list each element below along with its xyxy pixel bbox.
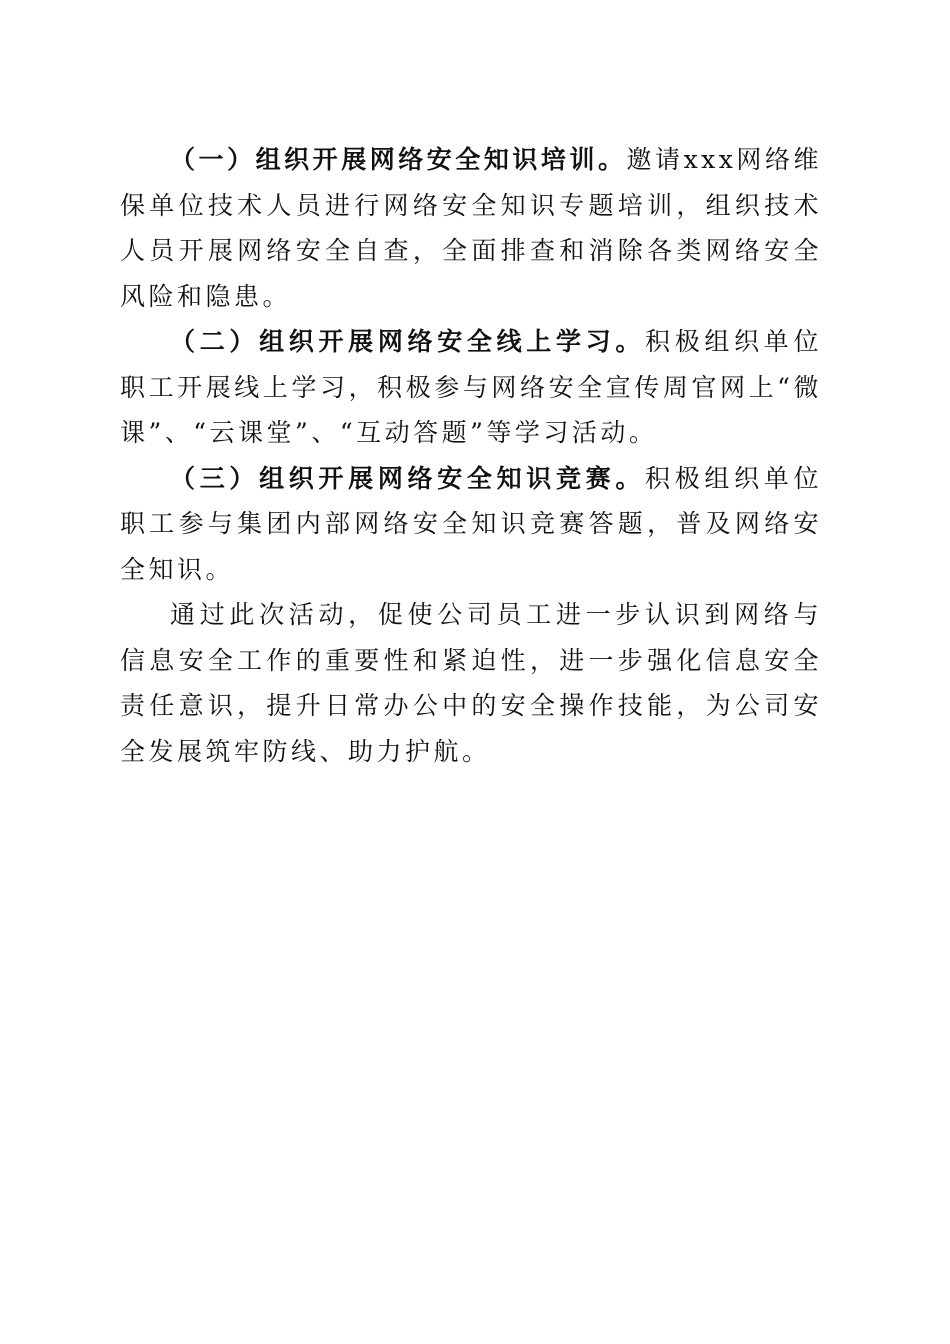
paragraph-conclusion <box>120 592 822 774</box>
paragraph-text: 通过此次活动，促使公司员工进一步认识到网络与信息安全工作的重要性和紧迫性，进一步强化信息安全责任意识，提升日常办公中的安全操作技能，为公司安全发展筑牢防线、助力护航。 <box>120 600 822 766</box>
document-body <box>120 137 822 774</box>
paragraph-heading: （一）组织开展网络安全知识培训。 <box>170 145 627 174</box>
paragraph-text: 积极组织单位职工开展线上学习，积极参与网络安全宣传周官网上“微课”、“云课堂”、“互动答题”等学习活动。 <box>120 327 822 447</box>
paragraph-heading: （三）组织开展网络安全知识竞赛。 <box>170 463 646 493</box>
paragraph-competition <box>120 456 822 593</box>
paragraph-training <box>120 137 822 319</box>
paragraph-text: 积极组织单位职工参与集团内部网络安全知识竞赛答题，普及网络安全知识。 <box>120 463 822 584</box>
paragraph-heading: （二）组织开展网络安全线上学习。 <box>170 327 646 356</box>
paragraph-text: 邀请xxx网络维保单位技术人员进行网络安全知识专题培训，组织技术人员开展网络安全自查，全面排查和消除各类网络安全风险和隐患。 <box>120 145 822 311</box>
paragraph-online-learning <box>120 319 822 456</box>
